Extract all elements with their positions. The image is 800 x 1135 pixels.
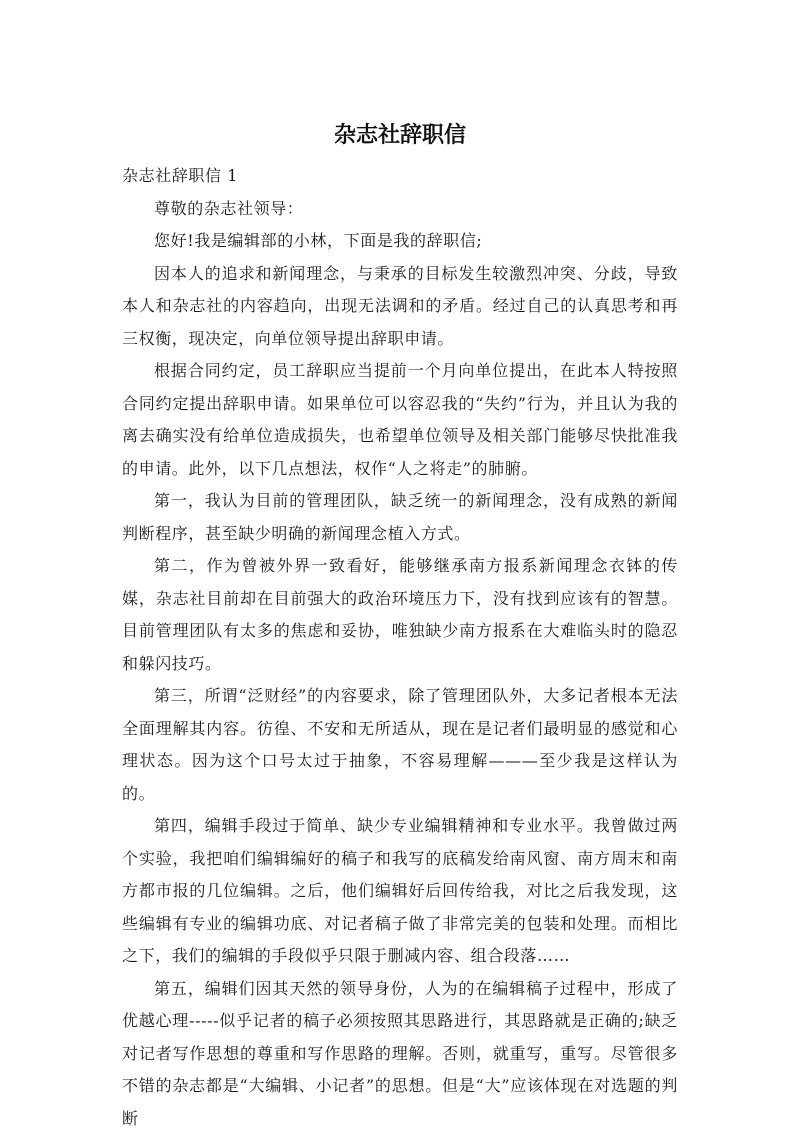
body-paragraph: 根据合同约定，员工辞职应当提前一个月向单位提出，在此本人特按照合同约定提出辞职申请。如果单位可以容忍我的“失约”行为，并且认为我的离去确实没有给单位造成损失，也希望单位领导及相关部门能够尽快批准我的申请。此外，以下几点想法，权作“人之将走”的肺腑。 — [122, 355, 678, 485]
greeting-paragraph: 您好!我是编辑部的小林，下面是我的辞职信; — [122, 225, 678, 258]
body-paragraph: 第三，所谓“泛财经”的内容要求，除了管理团队外，大多记者根本无法全面理解其内容。彷徨、不安和无所适从，现在是记者们最明显的感觉和心理状态。因为这个口号太过于抽象，不容易理解———至少我是这样认为的。 — [122, 680, 678, 810]
salutation: 尊敬的杂志社领导： — [122, 193, 678, 226]
document-title: 杂志社辞职信 — [0, 120, 800, 152]
body-paragraph: 第五，编辑们因其天然的领导身份，人为的在编辑稿子过程中，形成了优越心理-----似乎记者的稿子必须按照其思路进行，其思路就是正确的;缺乏对记者写作思想的尊重和写作思路的理解。否则，就重写，重写。尽管很多不错的杂志都是“大编辑、小记者”的思想。但是“大”应该体现在对选题的判断 — [122, 973, 678, 1135]
document-subtitle: 杂志社辞职信 1 — [122, 160, 678, 193]
body-paragraph: 第一，我认为目前的管理团队，缺乏统一的新闻理念，没有成熟的新闻判断程序，甚至缺少明确的新闻理念植入方式。 — [122, 485, 678, 550]
body-paragraph: 因本人的追求和新闻理念，与秉承的目标发生较激烈冲突、分歧，导致本人和杂志社的内容趋向，出现无法调和的矛盾。经过自己的认真思考和再三权衡，现决定，向单位领导提出辞职申请。 — [122, 258, 678, 356]
body-paragraph: 第四，编辑手段过于简单、缺少专业编辑精神和专业水平。我曾做过两个实验，我把咱们编辑编好的稿子和我写的底稿发给南风窗、南方周末和南方都市报的几位编辑。之后，他们编辑好后回传给我，对比之后我发现，这些编辑有专业的编辑功底、对记者稿子做了非常完美的包装和处理。而相比之下，我们的编辑的手段似乎只限于删减内容、组合段落…… — [122, 810, 678, 973]
document-body — [122, 160, 678, 1135]
body-paragraph: 第二，作为曾被外界一致看好，能够继承南方报系新闻理念衣钵的传媒，杂志社目前却在目前强大的政治环境压力下，没有找到应该有的智慧。目前管理团队有太多的焦虑和妥协，唯独缺少南方报系在大难临头时的隐忍和躲闪技巧。 — [122, 550, 678, 680]
